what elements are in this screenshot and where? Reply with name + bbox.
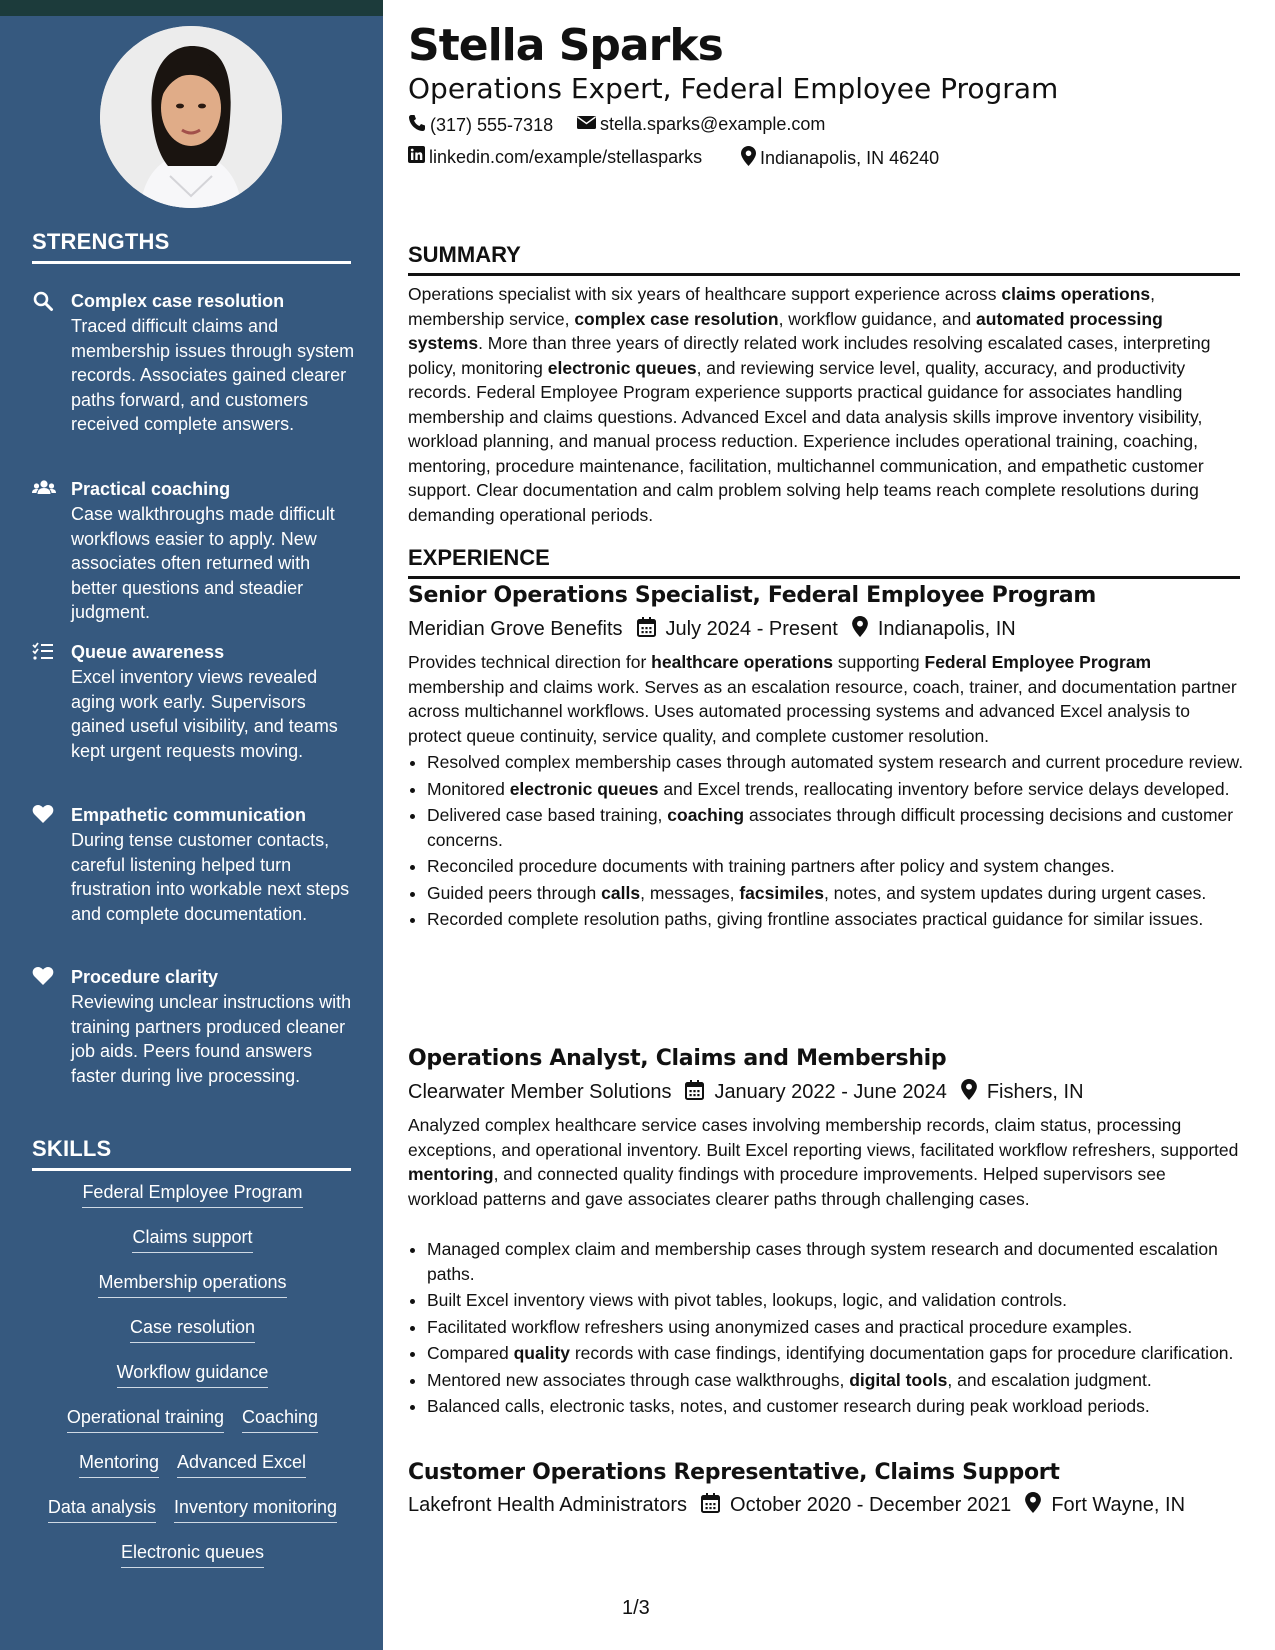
role-summary: Provides technical direction for healthcare operations supporting Federal Employee Program membership and claims work. Serves as an escalation resource, coach, trainer, and documentation partner across multichannel workflows. Uses automated processing systems and advanced Excel analysis to protect queue continuity, service quality, and complete customer resolution. bbox=[408, 652, 1237, 746]
people-icon bbox=[32, 478, 54, 500]
role-dates: October 2020 - December 2021 bbox=[730, 1494, 1012, 1516]
strength-title: Complex case resolution bbox=[71, 291, 285, 311]
role-location: Fishers, IN bbox=[986, 1081, 1084, 1103]
search-icon bbox=[32, 290, 54, 312]
role-summary: Analyzed complex healthcare service cases involving membership records, claim status, processing exceptions, and operational inventory. Built Excel reporting views, facilitated workflow refreshers, supported mentoring, and connected quality findings with procedure improvements. Helped supervisors see workload patterns and gave associates clearer paths through challenging cases. bbox=[408, 1115, 1239, 1209]
list-item: • Delivered case based training, coaching associates through difficult processing decisions and customer concerns. bbox=[427, 803, 1259, 852]
skill-tag: Coaching bbox=[242, 1405, 318, 1433]
strength-description: Case walkthroughs made difficult workflows easier to apply. New associates often returned with better questions and steadier judgment. bbox=[71, 504, 335, 622]
summary-text: Operations specialist with six years of healthcare support experience across claims operations, membership service, complex case resolution, workflow guidance, and automated processing systems. More than three years of directly related work includes resolving escalated cases, interpreting policy, monitoring electronic queues, and reviewing service level, quality, accuracy, and productivity records. Federal Employee Program experience supports practical guidance for associates handling membership and claims questions. Advanced Excel and data analysis skills improve inventory visibility, workload planning, and manual process reduction. Experience includes operational training, coaching, mentoring, procedure maintenance, facilitation, multichannel communication, and empathetic customer support. Clear documentation and calm problem solving help teams reach complete resolutions during demanding operational periods. bbox=[408, 284, 1211, 525]
email-text[interactable]: stella.sparks@example.com bbox=[600, 114, 826, 134]
skill-tag: Operational training bbox=[67, 1405, 224, 1433]
heart-icon bbox=[32, 804, 54, 826]
strength-description: During tense customer contacts, careful listening helped turn frustration into workable next steps and complete documentation. bbox=[71, 830, 350, 924]
skill-tag: Case resolution bbox=[130, 1315, 255, 1343]
summary-heading: SUMMARY bbox=[408, 242, 1240, 276]
candidate-title: Operations Expert, Federal Employee Program bbox=[408, 72, 1059, 105]
map-pin-icon bbox=[741, 146, 756, 171]
list-item: • Compared quality records with case findings, identifying documentation gaps for procedure clarification. bbox=[427, 1341, 1259, 1366]
company-name: Clearwater Member Solutions bbox=[408, 1081, 672, 1103]
list-item: • Recorded complete resolution paths, giving frontline associates practical guidance for similar issues. bbox=[427, 907, 1259, 932]
list-item: • Managed complex claim and membership cases through system research and documented escalation paths. bbox=[427, 1237, 1259, 1286]
strength-description: Excel inventory views revealed aging work early. Supervisors gained useful visibility, and teams kept urgent requests moving. bbox=[71, 667, 338, 761]
skill-tag: Data analysis bbox=[48, 1495, 156, 1523]
linkedin-text[interactable]: linkedin.com/example/stellasparks bbox=[429, 146, 703, 167]
avatar bbox=[100, 26, 282, 208]
email-contact bbox=[577, 114, 825, 135]
list-item: • Monitored electronic queues and Excel trends, reallocating inventory before service delays developed. bbox=[427, 777, 1259, 802]
role-title: Customer Operations Representative, Claims Support bbox=[408, 1460, 1060, 1485]
skill-tag: Workflow guidance bbox=[117, 1360, 269, 1388]
calendar-icon bbox=[637, 617, 666, 643]
strength-description: Reviewing unclear instructions with training partners produced cleaner job aids. Peers found answers faster during live processing. bbox=[71, 992, 352, 1086]
company-name: Meridian Grove Benefits bbox=[408, 618, 623, 640]
list-item: • Resolved complex membership cases through automated system research and current procedure review. bbox=[427, 750, 1259, 775]
location-contact bbox=[741, 146, 939, 171]
calendar-icon bbox=[685, 1080, 714, 1106]
list-item: • Mentored new associates through case walkthroughs, digital tools, and escalation judgment. bbox=[427, 1368, 1259, 1393]
skills-heading: SKILLS bbox=[32, 1136, 351, 1171]
skill-tag: Inventory monitoring bbox=[174, 1495, 337, 1523]
role-dates: January 2022 - June 2024 bbox=[714, 1081, 947, 1103]
role-bullets bbox=[408, 750, 1259, 934]
role-location: Fort Wayne, IN bbox=[1051, 1494, 1186, 1516]
role-title: Senior Operations Specialist, Federal Employee Program bbox=[408, 583, 1096, 608]
location-text: Indianapolis, IN 46240 bbox=[760, 148, 940, 168]
heart-icon bbox=[32, 966, 54, 988]
experience-heading: EXPERIENCE bbox=[408, 545, 1240, 579]
phone-icon bbox=[408, 114, 426, 137]
skill-tag: Membership operations bbox=[98, 1270, 286, 1298]
role-meta bbox=[408, 1079, 1084, 1106]
skill-tag: Advanced Excel bbox=[177, 1450, 306, 1478]
page-number: 1/3 bbox=[622, 1597, 650, 1619]
skill-tag: Mentoring bbox=[79, 1450, 159, 1478]
role-dates: July 2024 - Present bbox=[665, 618, 838, 640]
strength-title: Practical coaching bbox=[71, 479, 231, 499]
list-item: • Facilitated workflow refreshers using anonymized cases and practical procedure examples. bbox=[427, 1315, 1259, 1340]
phone-text[interactable]: (317) 555-7318 bbox=[430, 115, 554, 135]
list-item: • Reconciled procedure documents with training partners after policy and system changes. bbox=[427, 854, 1259, 879]
skill-tag: Electronic queues bbox=[121, 1540, 264, 1568]
phone-contact bbox=[408, 114, 553, 137]
map-pin-icon bbox=[852, 616, 878, 643]
skills-list bbox=[30, 1180, 355, 1585]
linkedin-contact bbox=[408, 146, 702, 168]
company-name: Lakefront Health Administrators bbox=[408, 1494, 688, 1516]
candidate-name: Stella Sparks bbox=[408, 20, 723, 71]
list-item: • Balanced calls, electronic tasks, notes, and customer research during peak workload periods. bbox=[427, 1394, 1259, 1419]
strength-title: Procedure clarity bbox=[71, 967, 219, 987]
envelope-icon bbox=[577, 114, 596, 135]
strength-description: Traced difficult claims and membership issues through system records. Associates gained clearer paths forward, and customers received complete answers. bbox=[71, 316, 355, 434]
list-item: • Built Excel inventory views with pivot tables, lookups, logic, and validation controls. bbox=[427, 1288, 1259, 1313]
map-pin-icon bbox=[1025, 1492, 1051, 1519]
list-item: • Guided peers through calls, messages, facsimiles, notes, and system updates during urgent cases. bbox=[427, 881, 1259, 906]
role-location: Indianapolis, IN bbox=[877, 618, 1016, 640]
role-title: Operations Analyst, Claims and Membership bbox=[408, 1046, 947, 1071]
sidebar-top-band bbox=[0, 0, 383, 16]
strengths-heading: STRENGTHS bbox=[32, 229, 351, 264]
calendar-icon bbox=[701, 1493, 730, 1519]
strength-title: Empathetic communication bbox=[71, 805, 307, 825]
skill-tag: Claims support bbox=[132, 1225, 252, 1253]
linkedin-icon bbox=[408, 146, 425, 168]
checklist-icon bbox=[32, 641, 54, 663]
skill-tag: Federal Employee Program bbox=[82, 1180, 302, 1208]
strength-title: Queue awareness bbox=[71, 642, 225, 662]
role-meta bbox=[408, 1492, 1185, 1519]
sidebar bbox=[0, 0, 383, 1650]
map-pin-icon bbox=[961, 1079, 987, 1106]
role-meta bbox=[408, 616, 1016, 643]
role-bullets bbox=[408, 1237, 1259, 1421]
